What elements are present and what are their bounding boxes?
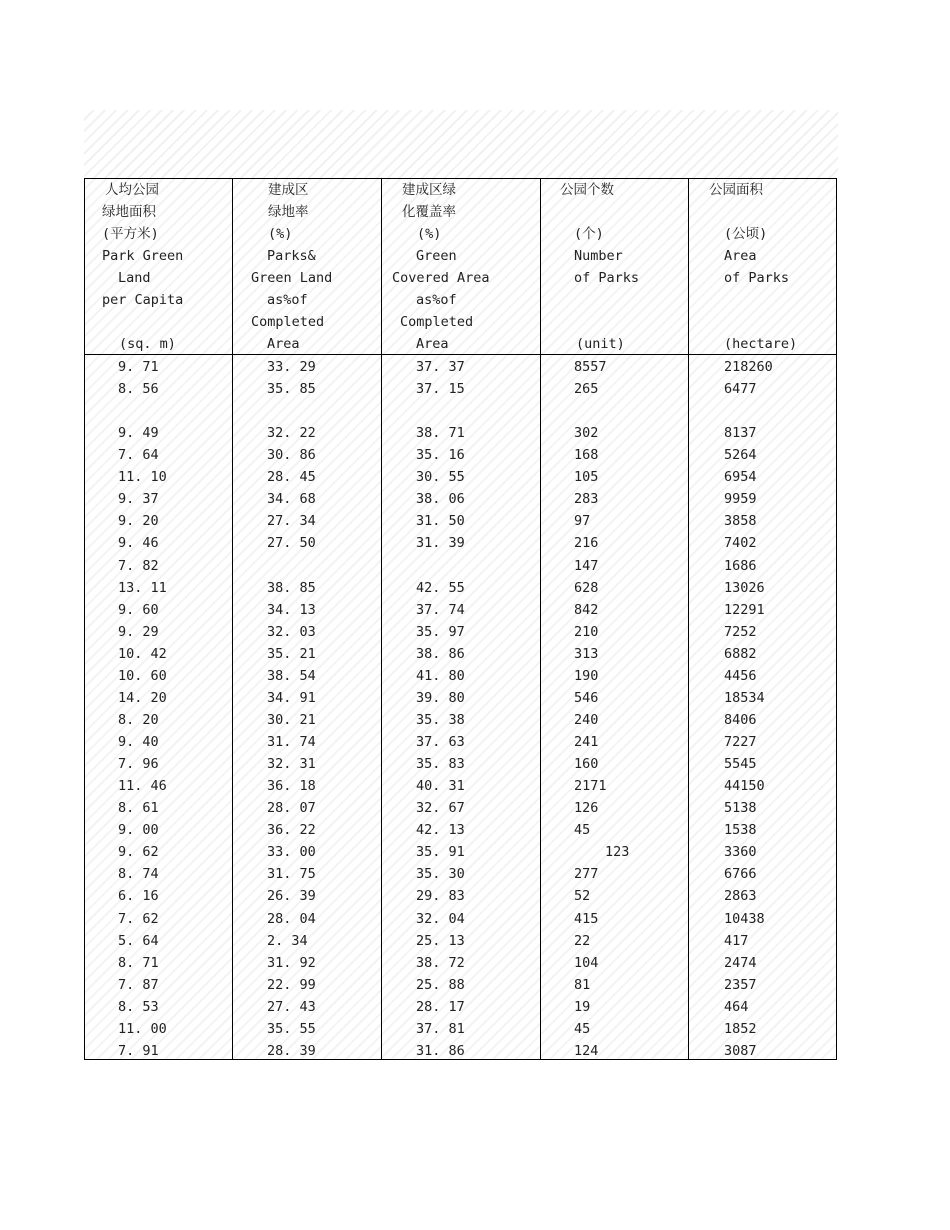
green-land-ratio-cell: 22. 99 (267, 976, 316, 993)
table-row (85, 908, 836, 930)
table-row (85, 599, 836, 621)
park-area-cell: 417 (724, 932, 749, 949)
header-en-line: Park Green (102, 248, 184, 264)
table-row (85, 797, 836, 819)
per-capita-cell: 11. 46 (118, 778, 167, 795)
table-row (85, 687, 836, 709)
table-row (85, 555, 836, 577)
table-row (85, 510, 836, 532)
table-row (85, 996, 836, 1018)
green-land-ratio-cell: 28. 39 (267, 1042, 316, 1059)
green-land-ratio-cell: 34. 68 (267, 491, 316, 508)
coverage-ratio-cell: 31. 50 (416, 513, 465, 530)
table-row (85, 1018, 836, 1040)
park-statistics-table (84, 178, 837, 1060)
park-count-cell: 22 (574, 932, 591, 949)
park-count-cell: 313 (574, 645, 599, 662)
per-capita-cell: 7. 91 (118, 1042, 159, 1059)
header-zh-line: 化覆盖率 (402, 204, 456, 220)
green-land-ratio-cell: 28. 04 (267, 910, 316, 927)
park-count-cell: 45 (574, 822, 591, 839)
green-land-ratio-cell: 32. 03 (267, 623, 316, 640)
coverage-ratio-cell: 32. 04 (416, 910, 465, 927)
coverage-ratio-cell: 38. 06 (416, 491, 465, 508)
park-count-cell: 277 (574, 866, 599, 883)
per-capita-cell: 7. 64 (118, 447, 159, 464)
per-capita-cell: 10. 60 (118, 667, 167, 684)
hatched-header-band (84, 110, 838, 178)
coverage-ratio-cell: 32. 67 (416, 800, 465, 817)
green-land-ratio-cell: 36. 22 (267, 822, 316, 839)
coverage-ratio-cell: 35. 30 (416, 866, 465, 883)
header-zh-line: 建成区 (268, 182, 309, 198)
green-land-ratio-cell: 30. 86 (267, 447, 316, 464)
coverage-ratio-cell: 39. 80 (416, 689, 465, 706)
per-capita-cell: 8. 56 (118, 381, 159, 398)
green-land-ratio-cell: 31. 92 (267, 954, 316, 971)
park-area-cell: 4456 (724, 667, 757, 684)
green-land-ratio-cell: 36. 18 (267, 778, 316, 795)
park-area-cell: 464 (724, 998, 749, 1015)
table-row (85, 885, 836, 907)
park-count-cell: 8557 (574, 359, 607, 375)
table-row (85, 709, 836, 731)
park-count-cell: 415 (574, 910, 599, 927)
park-area-cell: 1686 (724, 557, 757, 574)
coverage-ratio-cell: 25. 13 (416, 932, 465, 949)
park-count-cell: 216 (574, 535, 599, 552)
coverage-ratio-cell: 38. 72 (416, 954, 465, 971)
coverage-ratio-cell: 31. 39 (416, 535, 465, 552)
per-capita-cell: 8. 53 (118, 998, 159, 1015)
per-capita-cell: 8. 61 (118, 800, 159, 817)
coverage-ratio-cell: 40. 31 (416, 778, 465, 795)
header-zh-unit: (个) (574, 226, 604, 242)
coverage-ratio-cell: 37. 74 (416, 601, 465, 618)
header-zh-line: 绿地面积 (102, 204, 156, 220)
park-count-cell: 240 (574, 711, 599, 728)
header-zh-line: 人均公园 (105, 182, 159, 198)
per-capita-cell: 11. 10 (118, 469, 167, 486)
green-land-ratio-cell: 38. 85 (267, 579, 316, 596)
park-count-cell: 302 (574, 425, 599, 442)
header-zh-line: 公园个数 (560, 182, 614, 198)
green-land-ratio-cell: 35. 85 (267, 381, 316, 398)
per-capita-cell: 7. 82 (118, 557, 159, 574)
table-row (85, 577, 836, 599)
park-count-cell: 2171 (574, 778, 607, 795)
green-land-ratio-cell: 27. 50 (267, 535, 316, 552)
header-en-line: per Capita (102, 292, 184, 308)
per-capita-cell: 8. 74 (118, 866, 159, 883)
table-row (85, 532, 836, 554)
header-en-line: Covered Area (392, 270, 490, 286)
green-land-ratio-cell: 26. 39 (267, 888, 316, 905)
park-count-cell: 124 (574, 1042, 599, 1059)
table-row (85, 952, 836, 974)
park-count-cell: 546 (574, 689, 599, 706)
per-capita-cell: 9. 29 (118, 623, 159, 640)
green-land-ratio-cell: 32. 31 (267, 756, 316, 773)
table-row (85, 400, 836, 422)
header-unit: Area (416, 336, 449, 352)
green-land-ratio-cell: 27. 34 (267, 513, 316, 530)
header-zh-line: 绿地率 (268, 204, 309, 220)
park-area-cell: 2863 (724, 888, 757, 905)
table-row (85, 753, 836, 775)
header-zh-unit: (平方米) (102, 226, 159, 242)
park-area-cell: 8137 (724, 425, 757, 442)
per-capita-cell: 14. 20 (118, 689, 167, 706)
per-capita-cell: 7. 62 (118, 910, 159, 927)
header-zh-line: 公园面积 (709, 182, 763, 198)
park-count-cell: 210 (574, 623, 599, 640)
per-capita-cell: 9. 60 (118, 601, 159, 618)
per-capita-cell: 13. 11 (118, 579, 167, 596)
per-capita-cell: 9. 00 (118, 822, 159, 839)
park-count-cell: 105 (574, 469, 599, 486)
coverage-ratio-cell: 42. 13 (416, 822, 465, 839)
table-row (85, 356, 836, 378)
green-land-ratio-cell: 38. 54 (267, 667, 316, 684)
table-row (85, 930, 836, 952)
coverage-ratio-cell: 38. 86 (416, 645, 465, 662)
green-land-ratio-cell: 33. 00 (267, 844, 316, 861)
table-row (85, 466, 836, 488)
header-zh-unit: (%) (268, 226, 293, 242)
per-capita-cell: 7. 96 (118, 756, 159, 773)
park-count-cell: 190 (574, 667, 599, 684)
per-capita-cell: 10. 42 (118, 645, 167, 662)
coverage-ratio-cell: 42. 55 (416, 579, 465, 596)
header-zh-unit: (公顷) (724, 226, 768, 242)
header-en-line: of Parks (574, 270, 640, 286)
header-en-line: Green (416, 248, 457, 264)
green-land-ratio-cell: 34. 13 (267, 601, 316, 618)
coverage-ratio-cell: 35. 97 (416, 623, 465, 640)
per-capita-cell: 9. 37 (118, 491, 159, 508)
park-count-cell: 147 (574, 557, 599, 574)
header-unit: (sq. m) (119, 336, 176, 352)
park-area-cell: 2357 (724, 976, 757, 993)
header-en-line: Land (118, 270, 151, 286)
park-area-cell: 6882 (724, 645, 757, 662)
park-count-cell: 52 (574, 888, 591, 905)
park-area-cell: 5545 (724, 756, 757, 773)
park-area-cell: 2474 (724, 954, 757, 971)
park-count-cell: 126 (574, 800, 599, 817)
park-count-cell: 160 (574, 756, 599, 773)
park-count-cell: 104 (574, 954, 599, 971)
per-capita-cell: 9. 46 (118, 535, 159, 552)
park-area-cell: 7252 (724, 623, 757, 640)
park-area-cell: 218260 (724, 359, 773, 375)
coverage-ratio-cell: 35. 91 (416, 844, 465, 861)
table-row (85, 775, 836, 797)
park-count-cell: 45 (574, 1020, 591, 1037)
green-land-ratio-cell: 28. 45 (267, 469, 316, 486)
header-unit: (hectare) (724, 336, 798, 352)
coverage-ratio-cell: 29. 83 (416, 888, 465, 905)
coverage-ratio-cell: 28. 17 (416, 998, 465, 1015)
park-area-cell: 1538 (724, 822, 757, 839)
coverage-ratio-cell: 25. 88 (416, 976, 465, 993)
green-land-ratio-cell: 2. 34 (267, 932, 308, 949)
header-zh-unit: (%) (417, 226, 442, 242)
header-en-line: Area (724, 248, 757, 264)
park-count-cell: 842 (574, 601, 599, 618)
per-capita-cell: 9. 49 (118, 425, 159, 442)
park-area-cell: 3858 (724, 513, 757, 530)
header-en-line: Green Land (251, 270, 333, 286)
park-count-cell: 168 (574, 447, 599, 464)
header-zh-line: 建成区绿 (402, 182, 456, 198)
coverage-ratio-cell: 31. 86 (416, 1042, 465, 1059)
park-area-cell: 9959 (724, 491, 757, 508)
park-area-cell: 6477 (724, 381, 757, 398)
green-land-ratio-cell: 34. 91 (267, 689, 316, 706)
coverage-ratio-cell: 41. 80 (416, 667, 465, 684)
green-land-ratio-cell: 35. 21 (267, 645, 316, 662)
park-count-cell: 265 (574, 381, 599, 398)
park-count-cell: 283 (574, 491, 599, 508)
table-row (85, 863, 836, 885)
table-row (85, 731, 836, 753)
per-capita-cell: 7. 87 (118, 976, 159, 993)
park-area-cell: 3360 (724, 844, 757, 861)
coverage-ratio-cell: 37. 63 (416, 734, 465, 751)
park-count-cell: 81 (574, 976, 591, 993)
park-area-cell: 10438 (724, 910, 765, 927)
header-en-line: as%of (416, 292, 457, 308)
table-row (85, 643, 836, 665)
per-capita-cell: 11. 00 (118, 1020, 167, 1037)
park-area-cell: 13026 (724, 579, 765, 596)
park-area-cell: 3087 (724, 1042, 757, 1059)
coverage-ratio-cell: 38. 71 (416, 425, 465, 442)
coverage-ratio-cell: 35. 83 (416, 756, 465, 773)
per-capita-cell: 8. 71 (118, 954, 159, 971)
table-row (85, 841, 836, 863)
green-land-ratio-cell: 28. 07 (267, 800, 316, 817)
park-area-cell: 44150 (724, 778, 765, 795)
park-area-cell: 7227 (724, 734, 757, 751)
per-capita-cell: 9. 62 (118, 844, 159, 861)
park-area-cell: 18534 (724, 689, 765, 706)
coverage-ratio-cell: 35. 16 (416, 447, 465, 464)
park-area-cell: 8406 (724, 711, 757, 728)
park-area-cell: 12291 (724, 601, 765, 618)
per-capita-cell: 9. 40 (118, 734, 159, 751)
green-land-ratio-cell: 33. 29 (267, 359, 316, 375)
header-en-line: of Parks (724, 270, 790, 286)
header-en-line: as%of (267, 292, 308, 308)
green-land-ratio-cell: 30. 21 (267, 711, 316, 728)
per-capita-cell: 9. 20 (118, 513, 159, 530)
header-unit: (unit) (576, 336, 625, 352)
table-row (85, 1040, 836, 1062)
park-area-cell: 6954 (724, 469, 757, 486)
park-count-cell: 241 (574, 734, 599, 751)
per-capita-cell: 5. 64 (118, 932, 159, 949)
green-land-ratio-cell: 32. 22 (267, 425, 316, 442)
table-row (85, 488, 836, 510)
park-area-cell: 5138 (724, 800, 757, 817)
table-row (85, 819, 836, 841)
green-land-ratio-cell: 27. 43 (267, 998, 316, 1015)
table-row (85, 444, 836, 466)
per-capita-cell: 9. 71 (118, 359, 159, 375)
coverage-ratio-cell: 37. 15 (416, 381, 465, 398)
park-area-cell: 5264 (724, 447, 757, 464)
coverage-ratio-cell: 30. 55 (416, 469, 465, 486)
coverage-ratio-cell: 37. 81 (416, 1020, 465, 1037)
green-land-ratio-cell: 35. 55 (267, 1020, 316, 1037)
coverage-ratio-cell: 37. 37 (416, 359, 465, 375)
table-row (85, 665, 836, 687)
per-capita-cell: 8. 20 (118, 711, 159, 728)
table-row (85, 974, 836, 996)
park-count-cell: 123 (605, 844, 630, 861)
table-row (85, 378, 836, 400)
park-count-cell: 19 (574, 998, 591, 1015)
header-unit: Area (267, 336, 300, 352)
header-en-line: Completed (251, 314, 325, 330)
header-en-line: Number (574, 248, 623, 264)
park-count-cell: 628 (574, 579, 599, 596)
park-count-cell: 97 (574, 513, 591, 530)
table-row (85, 621, 836, 643)
green-land-ratio-cell: 31. 74 (267, 734, 316, 751)
park-area-cell: 1852 (724, 1020, 757, 1037)
park-area-cell: 7402 (724, 535, 757, 552)
header-en-line: Completed (400, 314, 474, 330)
table-row (85, 422, 836, 444)
per-capita-cell: 6. 16 (118, 888, 159, 905)
coverage-ratio-cell: 35. 38 (416, 711, 465, 728)
green-land-ratio-cell: 31. 75 (267, 866, 316, 883)
park-area-cell: 6766 (724, 866, 757, 883)
header-en-line: Parks& (267, 248, 316, 264)
